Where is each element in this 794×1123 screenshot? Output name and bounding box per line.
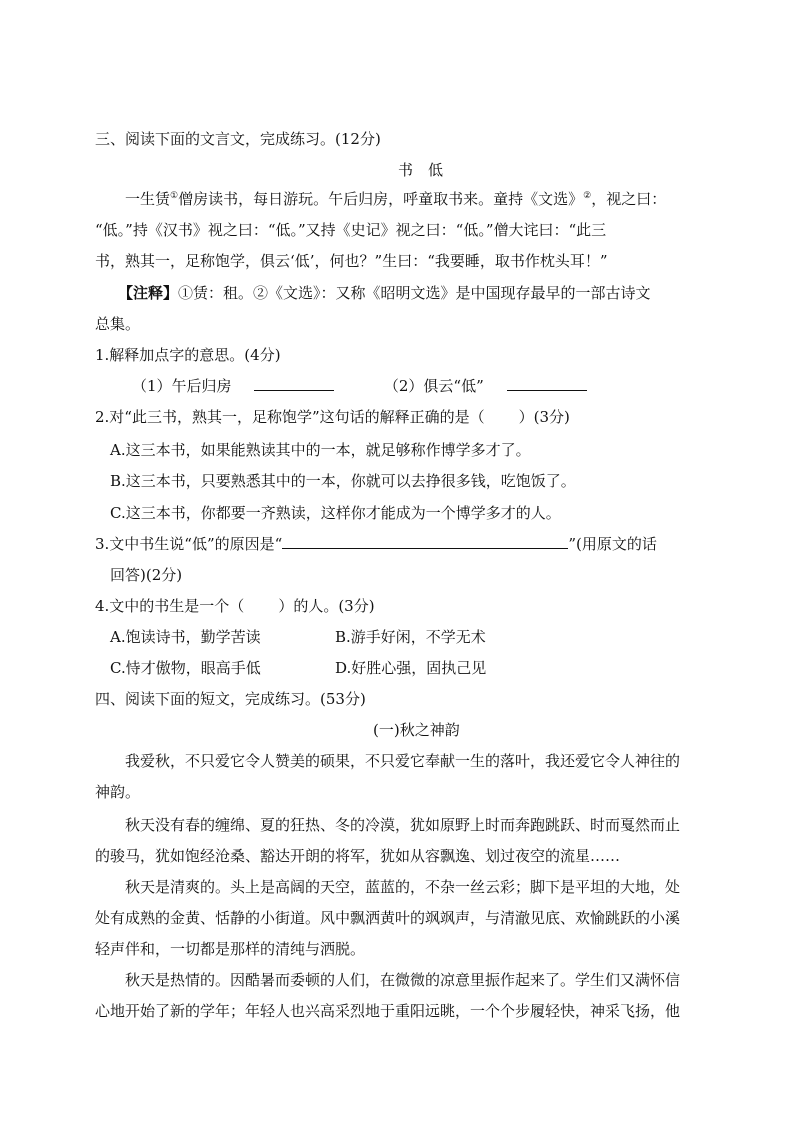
passage-text: 一生赁: [125, 190, 171, 208]
question-4-text-end: ）的人。(3分): [278, 597, 375, 615]
paragraph-1-line: 神韵。: [95, 783, 141, 801]
question-2-stem: [95, 407, 570, 427]
section3-heading: 三、阅读下面的文言文，完成练习。(12分): [95, 130, 381, 148]
annotation-label: 【注释】: [118, 284, 179, 302]
question-2-option-a: A.这三本书，如果能熟读其中的一本，就足够称作博学多才了。: [110, 441, 531, 459]
footnote-marker: ②: [583, 191, 592, 201]
story-title: (一)秋之神韵: [373, 721, 460, 739]
question-2-text: 2.对“此三书，熟其一，足称饱学”这句话的解释正确的是（: [95, 408, 485, 426]
passage-title: 书 低: [398, 161, 444, 179]
annotation-line-1: [118, 283, 651, 303]
answer-blank-2[interactable]: [507, 376, 587, 391]
paragraph-4-line: 秋天是热情的。因酷暑而委顿的人们，在微微的凉意里振作起来了。学生们又满怀信: [125, 971, 681, 989]
question-1-item-1: （1）午后归房: [132, 377, 232, 395]
question-4-option-d: D.好胜心强，固执己见: [335, 659, 487, 677]
paragraph-2-line: 的骏马，犹如饱经沧桑、豁达开朗的将军，犹如从容飘逸、划过夜空的流星……: [95, 847, 621, 865]
question-3-text-end: ”(用原文的话: [568, 535, 657, 553]
question-3-stem: [95, 534, 657, 554]
question-4-option-a: A.饱读诗书，勤学苦读: [110, 628, 261, 646]
question-2-option-c: C.这三本书，你都要一齐熟读，这样你才能成为一个博学多才的人。: [110, 504, 561, 522]
paragraph-1-line: 我爱秋，不只爱它令人赞美的硕果，不只爱它奉献一生的落叶，我还爱它令人神往的: [125, 752, 681, 770]
passage-line-1: [125, 189, 666, 209]
footnote-marker: ①: [170, 191, 179, 201]
question-2-score: ）(3分): [518, 408, 570, 426]
passage-line-2: “低。”持《汉书》视之曰：“低。”又持《史记》视之曰：“低。”僧大诧曰：“此三: [95, 221, 607, 239]
question-2-option-b: B.这三本书，只要熟悉其中的一本，你就可以去挣很多钱，吃饱饭了。: [110, 472, 576, 490]
question-4-text: 4.文中的书生是一个（: [95, 597, 245, 615]
question-1-items: [132, 376, 587, 396]
passage-text: 僧房读书，每日游玩。午后归房，呼童取书来。童持《文选》: [178, 190, 584, 208]
passage-line-3: 书，熟其一，足称饱学，俱云‘低’，何也？”生曰：“我要睡，取书作枕头耳！”: [95, 252, 608, 270]
question-4-option-b: B.游手好闲，不学无术: [335, 628, 486, 646]
question-4-option-c: C.恃才傲物，眼高手低: [110, 659, 261, 677]
answer-blank-1[interactable]: [254, 376, 334, 391]
paragraph-3-line: 轻声伴和，一切都是那样的清纯与洒脱。: [95, 940, 366, 958]
paragraph-4-line: 心地开始了新的学年；年轻人也兴高采烈地于重阳远眺，一个个步履轻快，神采飞扬，他: [95, 1002, 681, 1020]
question-3-text: 3.文中书生说“低”的原因是“: [95, 535, 283, 553]
question-3-line-2: 回答)(2分): [110, 566, 183, 584]
section4-heading: 四、阅读下面的短文，完成练习。(53分): [95, 690, 366, 708]
annotation-text: ①赁：租。②《文选》：又称《昭明文选》是中国现存最早的一部古诗文: [178, 284, 651, 302]
question-1-stem: 1.解释加点字的意思。(4分): [95, 346, 281, 364]
paragraph-3-line: 处有成熟的金黄、恬静的小街道。风中飘洒黄叶的飒飒声，与清澈见底、欢愉跳跃的小溪: [95, 909, 681, 927]
passage-text: ，视之曰：: [591, 190, 667, 208]
answer-blank-3[interactable]: [282, 534, 568, 549]
question-4-stem: [95, 596, 375, 616]
question-1-item-2: （2）俱云“低”: [383, 377, 484, 395]
paragraph-2-line: 秋天没有春的缠绵、夏的狂热、冬的冷漠，犹如原野上时而奔跑跳跃、时而戛然而止: [125, 816, 681, 834]
annotation-line-2: 总集。: [95, 315, 141, 333]
paragraph-3-line: 秋天是清爽的。头上是高阔的天空，蓝蓝的，不杂一丝云彩；脚下是平坦的大地，处: [125, 878, 681, 896]
